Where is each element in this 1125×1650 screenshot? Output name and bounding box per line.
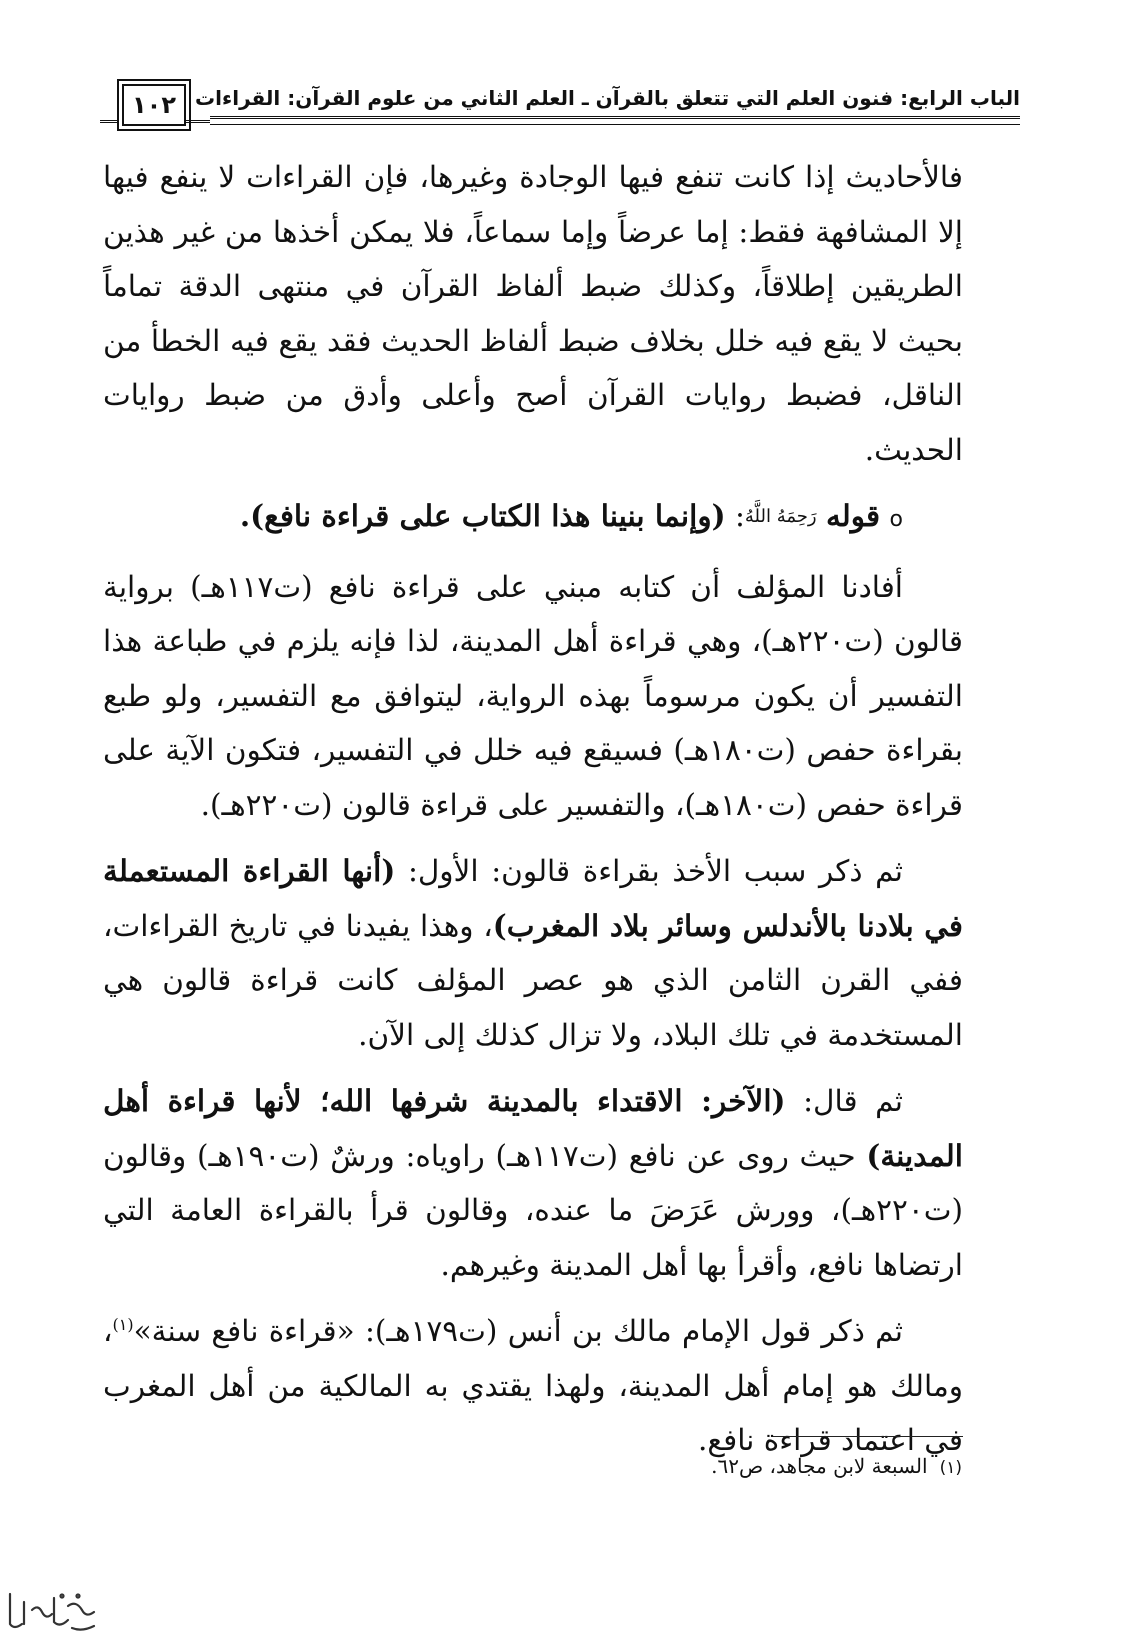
- quote-colon: :: [734, 499, 745, 533]
- quoted-text: (وإنما بنينا هذا الكتاب على قراءة نافع).: [239, 498, 726, 533]
- logo-calligraphy-icon: [2, 1584, 102, 1636]
- header-rule-mid: [186, 120, 210, 123]
- header-thin-rule: [210, 124, 1020, 125]
- almoshaf-logo-icon: [2, 1584, 102, 1636]
- honorific-text: رَحِمَهُ اللَّهُ: [744, 506, 817, 527]
- paragraph-4: [103, 844, 963, 1062]
- quote-lead: قوله: [825, 498, 881, 533]
- paragraph-4-quote: (أنها القراءة المستعملة في بلادنا بالأندلس وسائر بلاد المغرب): [103, 853, 963, 943]
- paragraph-6-intro: ثم ذكر قول الإمام مالك بن أنس (ت١٧٩هـ): «قراءة نافع سنة»: [133, 1314, 903, 1348]
- paragraph-1: فالأحاديث إذا كانت تنفع فيها الوجادة وغيرها، فإن القراءات لا ينفع فيها إلا المشافهة فقط: إما عرضاً وإما سماعاً، فلا يمكن أخذها من غير هذين الطريقين إطلاقاً، وكذلك ضبط ألفاظ القرآن في منتهى الدقة تماماً بحيث لا يقع فيه خلل بخلاف ضبط ألفاظ الحديث فقد يقع فيه الخطأ من الناقل، فضبط روايات القرآن أصح وأعلى وأدق من ضبط روايات الحديث.: [103, 160, 963, 467]
- paragraph-5-rest: حيث روى عن نافع (ت١١٧هـ) راوياه: ورشٌ (ت١٩٠هـ) وقالون (ت٢٢٠هـ)، وورش عَرَضَ ما عنده، وقالون قرأ بالقراءة العامة التي ارتضاها نافع، وأقرأ بها أهل المدينة وغيرهم.: [103, 1138, 963, 1282]
- paragraph-4-rest: ، وهذا يفيدنا في تاريخ القراءات، ففي القرن الثامن الذي هو عصر المؤلف كانت قراءة قالون هي المستخدمة في تلك البلاد، ولا تزال كذلك إلى الآن.: [103, 908, 963, 1052]
- paragraph-5-intro: ثم قال:: [803, 1084, 903, 1118]
- bullet-ring-icon: o: [889, 507, 903, 532]
- page-number-box: [100, 82, 204, 128]
- paragraph-6-rest: ، ومالك هو إمام أهل المدينة، ولهذا يقتدي به المالكية من أهل المغرب في اعتماد قراءة نافع.: [103, 1314, 963, 1457]
- paragraph-3: أفادنا المؤلف أن كتابه مبني على قراءة نافع (ت١١٧هـ) برواية قالون (ت٢٢٠هـ)، وهي قراءة أهل المدينة، لذا فإنه يلزم في طباعة هذا التفسير أن يكون مرسوماً بهذه الرواية، ليتوافق مع التفسير، ولو طبع بقراءة حفص (ت١٨٠هـ) فسيقع فيه خلل في التفسير، فتكون الآية على قراءة حفص (ت١٨٠هـ)، والتفسير على قراءة قالون (ت٢٢٠هـ).: [103, 569, 963, 822]
- footnote: [600, 1452, 962, 1482]
- paragraph-6: [103, 1304, 963, 1468]
- paragraph-4-intro: ثم ذكر سبب الأخذ بقراءة قالون: الأول:: [407, 854, 903, 888]
- header-rule-left: [100, 120, 122, 123]
- header-title: الباب الرابع: فنون العلم التي تتعلق بالقرآن ـ العلم الثاني من علوم القرآن: القراءات: [195, 86, 1020, 110]
- paragraph-2-heading: [103, 489, 963, 548]
- footnote-reference: (١): [112, 1315, 134, 1335]
- header-double-rule: [210, 116, 1020, 119]
- page-number: ١٠٢: [122, 84, 186, 126]
- footnote-number: (١): [939, 1458, 962, 1478]
- footnote-text: السبعة لابن مجاهد، ص٦٢.: [711, 1454, 928, 1478]
- paragraph-5-quote: (الآخر: الاقتداء بالمدينة شرفها الله؛ لأنها قراءة أهل المدينة): [103, 1083, 963, 1173]
- footnote-separator: [773, 1436, 963, 1437]
- running-header: [100, 82, 1020, 134]
- main-text: [103, 150, 963, 1480]
- paragraph-5: [103, 1074, 963, 1292]
